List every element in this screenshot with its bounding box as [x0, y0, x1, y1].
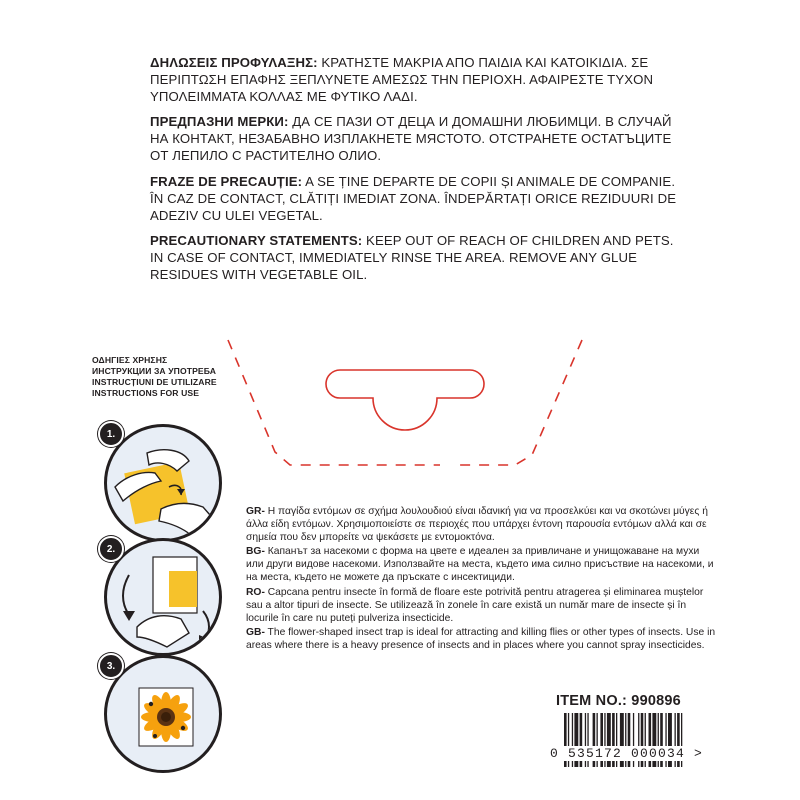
item-number: ITEM NO.: 990896 — [556, 693, 681, 709]
precaution-text: ДА СЕ ПАЗИ ОТ ДЕЦА И ДОМАШНИ ЛЮБИМЦИ. В СЛУЧАЙ НА КОНТАКТ, НЕЗАБАВНО ИЗПЛАКНЕТЕ МЯСТОТО. ОТСТРАНЕТЕ ОСТАТЪЦИТЕ ОТ ЛЕПИЛО С РАСТИТЕЛНО ОЛИО. — [150, 114, 672, 163]
step-1-illustration — [104, 424, 222, 542]
precaution-label: PRECAUTIONARY STATEMENTS: — [150, 233, 363, 248]
precaution-label: FRAZE DE PRECAUȚIE: — [150, 174, 303, 189]
precaution-text: ΚΡΑΤΗΣΤΕ ΜΑΚΡΙΑ ΑΠΟ ΠΑΙΔΙΑ ΚΑΙ ΚΑΤΟΙΚΙΔΙΑ. ΣΕ ΠΕΡΙΠΤΩΣΗ ΕΠΑΦΗΣ ΞΕΠΛΥΝΕΤΕ ΑΜΕΣΩΣ ΤΗΝ ΠΕΡΙΟΧΗ. ΑΦΑΙΡΕΣΤΕ ΤΥΧΟΝ ΥΠΟΛΕΙΜΜΑΤΑ ΚΟΛΛΑΣ ΜΕ ΦΥΤΙΚΟ ΛΑΔΙ. — [150, 55, 654, 104]
step-number: 1. — [98, 421, 124, 447]
dieline-right-edge — [455, 340, 582, 465]
step-number: 2. — [98, 536, 124, 562]
precaution-text: A SE ȚINE DEPARTE DE COPII ȘI ANIMALE DE COMPANIE. ÎN CAZ DE CONTACT, CLĂTIȚI IMEDIAT ZONA. ÎNDEPĂRTAȚI ORICE REZIDUURI DE ADEZIV CU ULEI VEGETAL. — [150, 174, 677, 223]
product-descriptions — [246, 505, 716, 653]
description-label: GR- — [246, 506, 265, 517]
description-text: Капанът за насекоми с форма на цвете е идеален за привличане и унищожаване на мухи или други видове насекоми. Използвайте на места, където има силно присъствие на насекоми, и на места, където не можете да пръскате с инсектициди. — [246, 546, 714, 584]
precaution-label: ПРЕДПАЗНИ МЕРКИ: — [150, 114, 289, 129]
instructions-title-line: INSTRUCȚIUNI DE UTILIZARE — [92, 377, 217, 387]
description-label: BG- — [246, 546, 265, 558]
description-label: GB- — [246, 626, 265, 638]
description-text: Capcana pentru insecte în formă de floare este potrivită pentru atragerea și eliminarea muștelor sau a altor tipuri de insecte. Se utilizează în zonele în care există un număr mare de insecte și în locurile în care nu puteți pulveriza insecticide. — [246, 586, 704, 624]
barcode-number: 0 535172 000034 > — [550, 746, 704, 761]
step-number: 3. — [98, 653, 124, 679]
barcode — [558, 713, 718, 773]
precaution-label: ΔΗΛΩΣΕΙΣ ΠΡΟΦΥΛΑΞΗΣ: — [150, 55, 318, 70]
instructions-title-line: INSTRUCTIONS FOR USE — [92, 388, 200, 398]
precaution-text: KEEP OUT OF REACH OF CHILDREN AND PETS. IN CASE OF CONTACT, IMMEDIATELY RINSE THE AREA. REMOVE ANY GLUE RESIDUES WITH VEGETABLE OIL. — [150, 233, 674, 282]
description-text: The flower-shaped insect trap is ideal for attracting and killing flies or other types of insects. Use in areas where there is a heavy presence of insects and in places where you cannot spray insecticides. — [246, 626, 716, 651]
description-label: RO- — [246, 586, 265, 598]
instructions-title-line: ΟΔΗΓΙΕΣ ΧΡΗΣΗΣ — [92, 355, 168, 365]
description-text: Η παγίδα εντόμων σε σχήμα λουλουδιού είναι ιδανική για να προσελκύει και να σκοτώνει μύγες ή άλλα είδη εντόμων. Χρησιμοποιείστε σε περιοχές που υπάρχει έντονη παρουσία εντόμων αλλά και σε σημεία που δεν μπορείτε να ψεκάσετε με εντομοκτόνα. — [246, 506, 708, 544]
hang-slot — [326, 370, 484, 430]
dieline-left-edge — [228, 340, 440, 465]
description-greek — [246, 505, 716, 544]
description-english — [246, 626, 716, 652]
instructions-title-line: ИНСТРУКЦИИ ЗА УПОТРЕБА — [92, 366, 217, 376]
instructions-title — [92, 355, 217, 399]
description-romanian — [246, 586, 716, 625]
description-bulgarian — [246, 545, 716, 584]
